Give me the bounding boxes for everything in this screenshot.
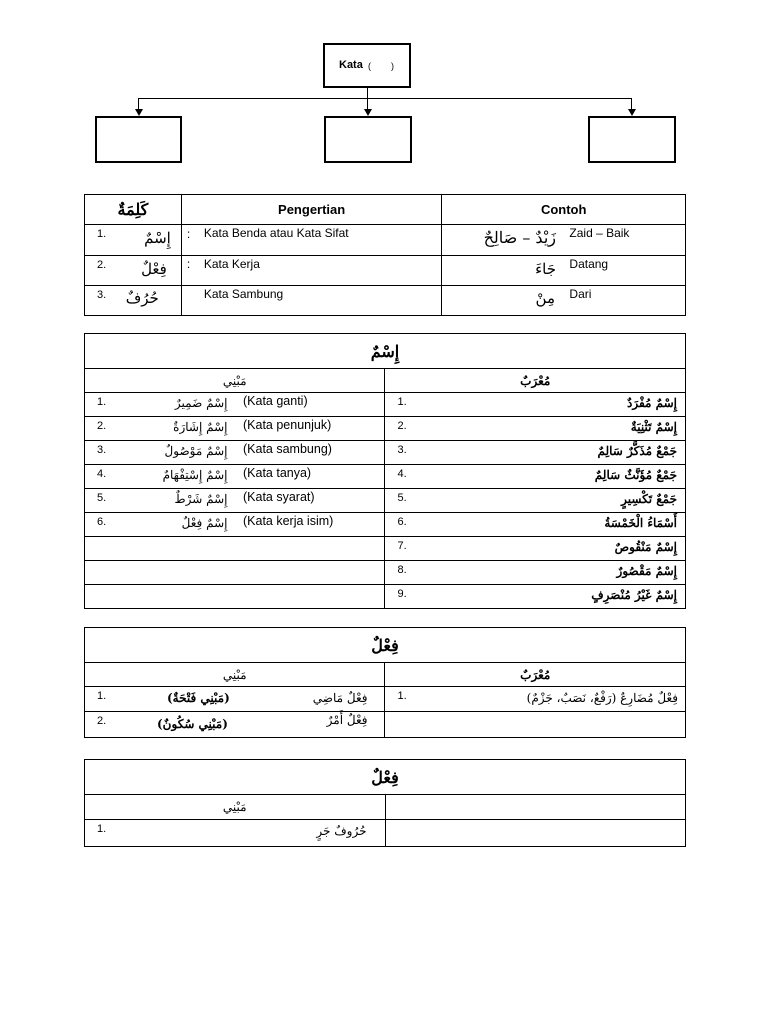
table-row [85,513,686,537]
meaning-text: Kata Kerja [203,257,260,271]
murab-term: فِعْلٌ مُضَارِعٌ (رَفْعٌ، نَصَبٌ، جَزْمٌ) [526,691,678,705]
table-row [85,256,686,286]
row-number: 4. [97,468,107,480]
murab-term: جَمْعٌ تَكْسِيرٍ [621,492,677,506]
arrow-right-icon [628,109,636,116]
mabni-cell [85,417,385,441]
mabni-note: (مَبْنِي سُكُونٌ) [157,717,228,731]
mabni-cell [85,393,385,417]
table-row [85,687,686,712]
fiil-title: فِعْلٌ [85,628,686,663]
mabni-note: (مَبْنِي فَتْحَةٌ) [167,691,230,705]
murab-term: إِسْمٌ مَقْصُورٌ [616,564,677,578]
root-paren: ( ) [368,61,394,71]
table-row [85,489,686,513]
example-arabic: جَاءَ [535,260,556,278]
mabni-term: فِعْلٌ أَمْرٌ [326,713,368,727]
mabni-term: إِسْمٌ فِعْلٌ [181,516,228,530]
mabni-cell [85,585,385,609]
table-row [85,537,686,561]
child-box-left [95,116,182,163]
table-row [85,712,686,738]
kalimah-word: إِسْمٌ [144,229,171,247]
mabni-term: إِسْمٌ ضَمِيرٌ [174,396,228,410]
murab-cell [385,513,686,537]
row-number: 2. [397,420,407,432]
table-row [85,441,686,465]
table-row [85,561,686,585]
mabni-cell [85,513,385,537]
murab-term: إِسْمٌ مَنْقُوصٌ [614,540,677,554]
murab-header: مُعْرَبٌ [385,663,686,687]
header-pengertian: Pengertian [181,195,442,225]
mabni-header: مَبْنِي [85,369,385,393]
kalimah-word: حُرُفٌ [125,289,159,307]
mabni-cell [85,537,385,561]
table-row [85,393,686,417]
mabni-cell [85,441,385,465]
mabni-cell [85,465,385,489]
murab-cell [385,465,686,489]
row-number: 1. [397,396,407,408]
murab-cell [385,489,686,513]
mabni-meaning: (Kata syarat) [243,490,315,504]
murab-cell [385,441,686,465]
murab-cell [385,393,686,417]
colon: : [186,257,191,271]
mabni-term: إِسْمٌ إِشَارَةٌ [173,420,228,434]
murab-cell [385,417,686,441]
table-row [85,820,686,847]
header-kalimah: كَلِمَةٌ [85,195,182,225]
root-label: Kata [339,59,363,71]
table-row [85,286,686,316]
table-row [85,417,686,441]
mabni-term: حُرُوفٌ جَرٍ [316,824,367,838]
row-number: 9. [397,588,407,600]
mabni-term: إِسْمٌ إِسْتِفْهَامٌ [162,468,228,482]
mabni-meaning: (Kata tanya) [243,466,312,480]
fiil-table [84,627,686,738]
mabni-term: إِسْمٌ مَوْصُولٌ [164,444,228,458]
mabni-cell [85,561,385,585]
table-row [85,585,686,609]
murab-cell [385,561,686,585]
colon: : [186,227,191,241]
row-number: 7. [397,540,407,552]
row-number: 3. [397,444,407,456]
mabni-header: مَبْنِي [85,795,386,820]
murab-term: إِسْمٌ تَثْنِيَةٌ [630,420,677,434]
row-number: 1. [97,228,107,240]
row-number: 2. [97,715,107,727]
row-number: 8. [397,564,407,576]
mabni-meaning: (Kata sambung) [243,442,332,456]
table-row [85,225,686,256]
root-box [323,43,411,88]
example-latin: Datang [569,257,609,271]
murab-term: جَمْعٌ مُؤَنَّثٌ سَالِمٌ [594,468,677,482]
murab-term: إِسْمٌ غَيْرُ مُنْصَرِفٍ [591,588,677,602]
mabni-term: فِعْلٌ مَاضِي [312,691,368,705]
murab-term: إِسْمٌ مُفْرَدٌ [626,396,677,410]
row-number: 5. [397,492,407,504]
row-number: 4. [397,468,407,480]
meaning-text: Kata Benda atau Kata Sifat [203,226,349,240]
kalimah-table [84,194,686,316]
row-number: 5. [97,492,107,504]
murab-cell [385,537,686,561]
table-row [85,465,686,489]
row-number: 6. [97,516,107,528]
mabni-cell [85,489,385,513]
murab-term: أَسْمَاءُ الْخَمْسَةُ [604,516,677,530]
mabni-meaning: (Kata kerja isim) [243,514,334,528]
child-box-middle [324,116,412,163]
row-number: 2. [97,420,107,432]
row-number: 2. [97,259,107,271]
row-number: 6. [397,516,407,528]
example-arabic: زَيْدٌ – صَالِحٌ [483,228,556,247]
row-number: 1. [97,690,107,702]
header-contoh: Contoh [442,195,686,225]
mabni-header: مَبْنِي [85,663,385,687]
empty-cell [385,820,685,847]
meaning-text: Kata Sambung [203,287,284,301]
child-box-right [588,116,676,163]
empty-cell [385,795,685,820]
arrow-left-icon [135,109,143,116]
row-number: 1. [97,823,107,835]
row-number: 1. [97,396,107,408]
mabni-term: إِسْمٌ شَرْطٌ [174,492,228,506]
connector-horizontal [138,98,632,99]
murab-cell [385,585,686,609]
ism-table [84,333,686,609]
mabni-meaning: (Kata penunjuk) [243,418,332,432]
row-number: 3. [97,289,107,301]
example-latin: Dari [569,287,592,301]
mabni-meaning: (Kata ganti) [243,394,308,408]
harf-title: فِعْلٌ [85,760,686,795]
murab-term: جَمْعٌ مُذَكَّرٌ سَالِمٌ [597,444,677,458]
row-number: 1. [397,690,407,702]
row-number: 3. [97,444,107,456]
murab-header: مُعْرَبٌ [385,369,686,393]
example-latin: Zaid – Baik [569,226,630,240]
harf-table [84,759,686,847]
kalimah-word: فِعْلٌ [141,260,167,278]
ism-title: إِسْمٌ [85,334,686,369]
arrow-middle-icon [364,109,372,116]
example-arabic: مِنْ [535,289,555,307]
